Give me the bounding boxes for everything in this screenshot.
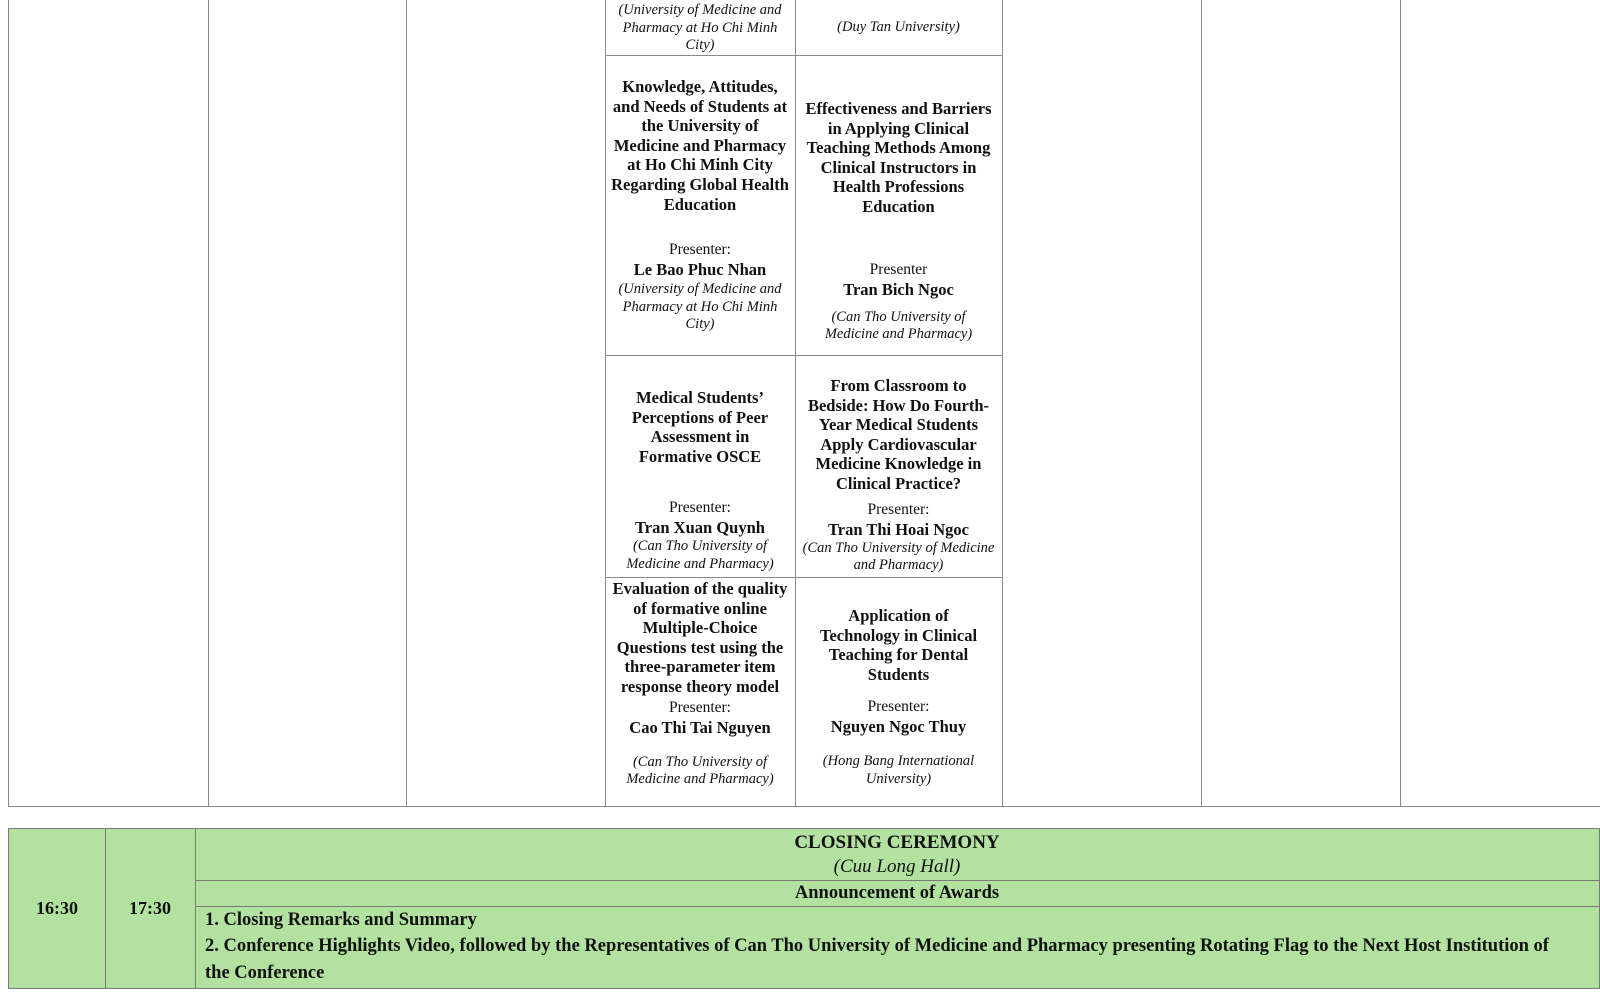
presenter-label: Presenter:	[669, 698, 731, 716]
session-cell	[605, 0, 795, 55]
column-divider	[208, 0, 209, 807]
session-cell	[605, 355, 795, 577]
presenter-affiliation: (University of Medicine and Pharmacy at Ho Chi Minh City)	[618, 2, 782, 54]
presenter-label: Presenter	[869, 260, 928, 278]
closing-title: CLOSING CEREMONY	[794, 832, 1000, 853]
start-time: 16:30	[36, 898, 78, 918]
session-title: Effectiveness and Barriers in Applying Clinical Teaching Methods Among Clinical Instructors in Health Professions Education	[805, 99, 992, 216]
session-cell	[795, 55, 1002, 355]
presenter-label: Presenter:	[867, 698, 930, 716]
column-divider	[1400, 0, 1401, 807]
closing-ceremony-block	[8, 828, 1600, 989]
presenter-affiliation: (Can Tho University of Medicine and Pharmacy)	[626, 538, 774, 572]
program-grid	[8, 0, 1600, 807]
presenter-label: Presenter:	[669, 499, 731, 517]
session-cell	[605, 577, 795, 807]
session-cell	[795, 355, 1002, 577]
presenter-affiliation: (Duy Tan University)	[837, 19, 960, 35]
presenter-label: Presenter:	[867, 500, 930, 518]
presenter-affiliation: (Hong Bang International University)	[822, 753, 975, 787]
presenter-label: Presenter:	[669, 241, 731, 259]
column-divider	[1002, 0, 1003, 807]
session-title: From Classroom to Bedside: How Do Fourth-Year Medical Students Apply Cardiovascular Medicine Knowledge in Clinical Practice?	[807, 376, 990, 493]
session-title: Medical Students’ Perceptions of Peer Assessment in Formative OSCE	[631, 388, 769, 466]
presenter-name: Tran Xuan Quynh	[635, 518, 765, 538]
session-title: Evaluation of the quality of formative online Multiple-Choice Questions test using the three-parameter item response theory model	[612, 579, 788, 696]
end-time: 17:30	[129, 898, 171, 918]
closing-room: (Cuu Long Hall)	[833, 856, 961, 877]
session-cell	[605, 55, 795, 355]
session-title: Knowledge, Attitudes, and Needs of Students at the University of Medicine and Pharmacy at Ho Chi Minh City Regarding Global Health Education	[611, 77, 789, 214]
presenter-name: Tran Thi Hoai Ngoc	[827, 519, 970, 539]
presenter-affiliation: (University of Medicine and Pharmacy at Ho Chi Minh City)	[618, 281, 782, 333]
awards-heading: Announcement of Awards	[794, 883, 1000, 903]
session-title: Application of Technology in Clinical Teaching for Dental Students	[819, 606, 978, 684]
presenter-affiliation: (Can Tho University of Medicine and Pharmacy)	[626, 753, 774, 788]
presenter-name: Nguyen Ngoc Thuy	[830, 717, 967, 737]
presenter-name: Cao Thi Tai Nguyen	[629, 717, 771, 737]
presenter-name: Tran Bich Ngoc	[843, 279, 954, 299]
column-divider	[406, 0, 407, 807]
presenter-affiliation: (Can Tho University of Medicine and Pharmacy)	[824, 308, 973, 343]
presenter-name: Le Bao Phuc Nhan	[633, 260, 767, 280]
session-cell	[795, 577, 1002, 807]
session-cell	[795, 0, 1002, 55]
column-divider	[1201, 0, 1202, 807]
agenda-item: 2. Conference Highlights Video, followed by the Representatives of Can Tho University of Medicine and Pharmacy presenting Rotating Flag to the Next Host Institution of the Conference	[205, 936, 1549, 983]
agenda-item: 1. Closing Remarks and Summary	[205, 910, 477, 930]
presenter-affiliation: (Can Tho University of Medicine and Pharmacy)	[802, 539, 995, 574]
